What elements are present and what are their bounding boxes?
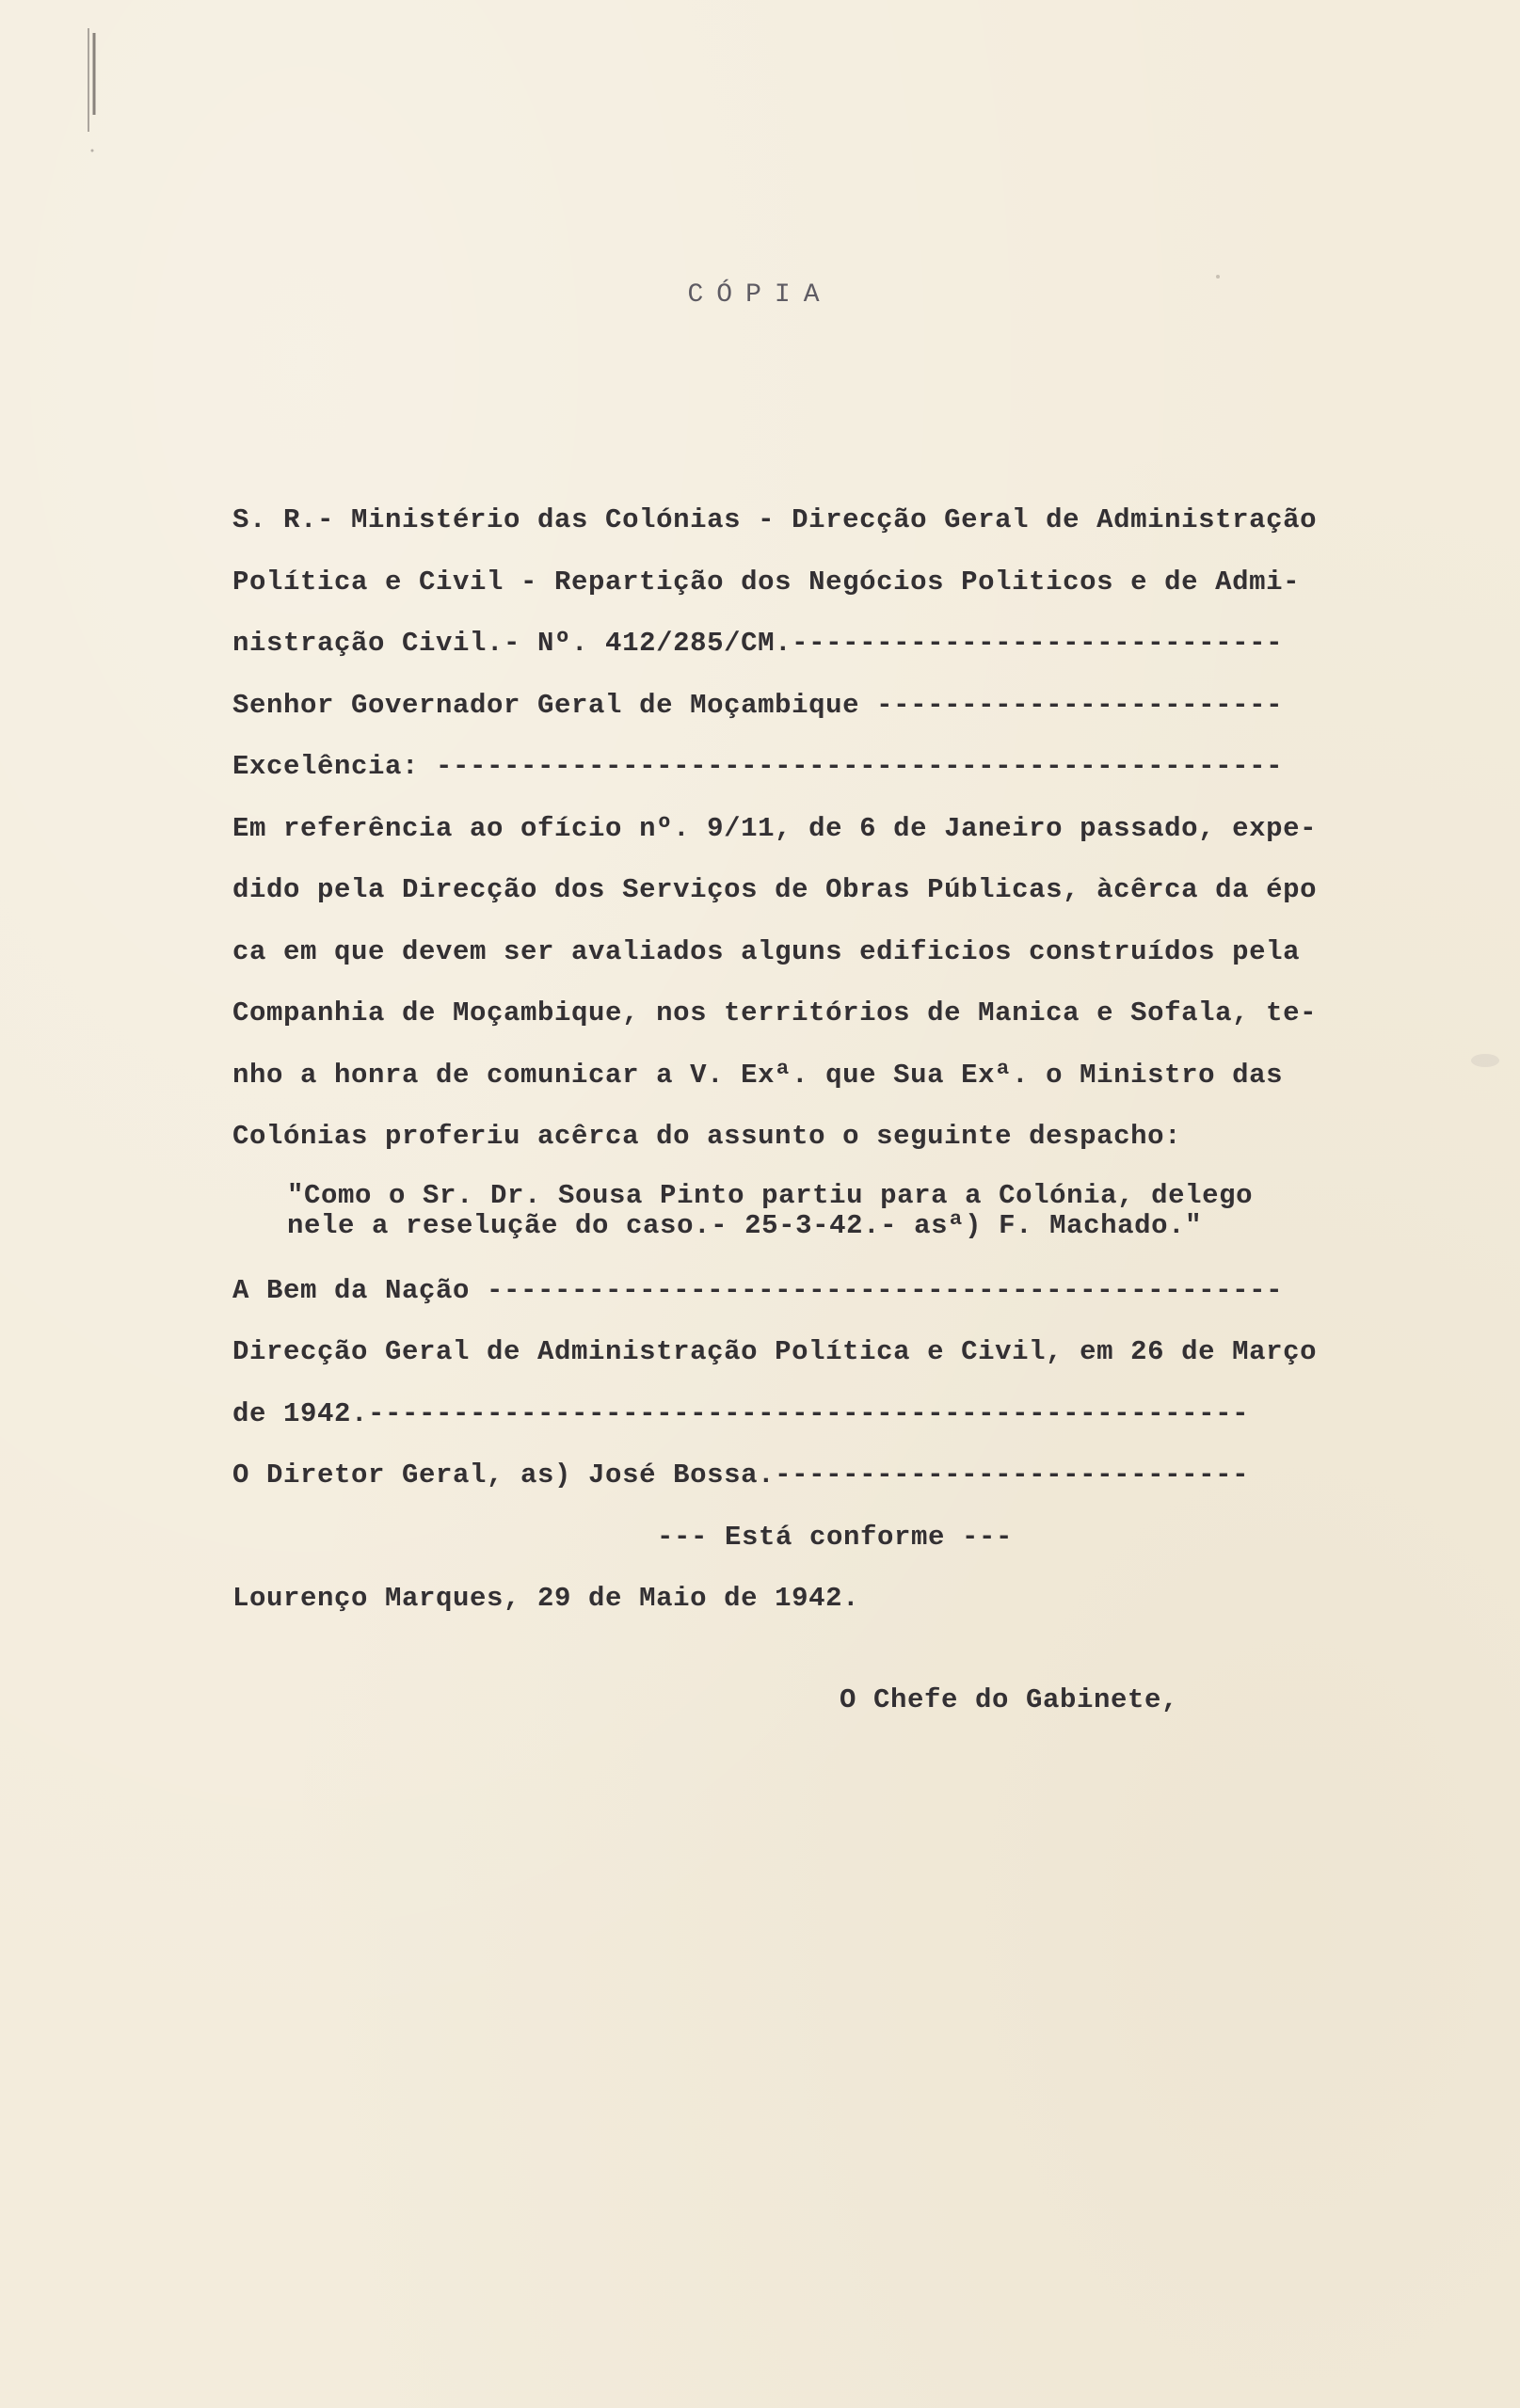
text-line: Companhia de Moçambique, nos territórios de Manica e Sofala, te- bbox=[232, 997, 1318, 1029]
text-line: Política e Civil - Repartição dos Negócios Politicos e de Admi- bbox=[232, 566, 1301, 598]
paper-speck bbox=[1471, 1054, 1499, 1067]
text-line: Excelência: -------------------------------------------------- bbox=[232, 751, 1284, 782]
text-line: nistração Civil.- Nº. 412/285/CM.----------------------------- bbox=[232, 628, 1284, 659]
text-line: ca em que devem ser avaliados alguns edificios construídos pela bbox=[232, 935, 1301, 967]
closing-line: de 1942.---------------------------------------------------- bbox=[232, 1397, 1250, 1429]
paper-speck bbox=[1216, 275, 1220, 279]
text-line: nho a honra de comunicar a V. Exª. que Sua Exª. o Ministro das bbox=[232, 1059, 1284, 1091]
signature-title: O Chefe do Gabinete, bbox=[840, 1684, 1179, 1715]
text-line: Senhor Governador Geral de Moçambique ------------------------ bbox=[232, 689, 1284, 721]
quoted-dispatch bbox=[232, 1168, 1437, 1260]
quote-line: "Como o Sr. Dr. Sousa Pinto partiu para a Colónia, delego bbox=[287, 1179, 1254, 1211]
text-line: Em referência ao ofício nº. 9/11, de 6 de Janeiro passado, expe- bbox=[232, 812, 1318, 844]
closing-line: Direcção Geral de Administração Política e Civil, em 26 de Março bbox=[232, 1336, 1318, 1367]
closing-line: A Bem da Nação ----------------------------------------------- bbox=[232, 1274, 1284, 1306]
text-line: dido pela Direcção dos Serviços de Obras Públicas, àcêrca da épo bbox=[232, 874, 1318, 905]
quote-line: nele a reseluçãe do caso.- 25-3-42.- asª) F. Machado." bbox=[287, 1209, 1203, 1241]
text-line: Colónias proferiu acêrca do assunto o seguinte despacho: bbox=[232, 1121, 1182, 1152]
binding-hole-mark bbox=[83, 28, 120, 160]
place-date-line: Lourenço Marques, 29 de Maio de 1942. bbox=[232, 1583, 860, 1614]
conformity-line: --- Está conforme --- bbox=[656, 1521, 1014, 1553]
page-title: CÓPIA bbox=[687, 280, 833, 310]
closing-line: O Diretor Geral, as) José Bossa.---------------------------- bbox=[232, 1459, 1250, 1491]
text-line: S. R.- Ministério das Colónias - Direcção Geral de Administração bbox=[232, 504, 1318, 535]
letter-body bbox=[232, 489, 1437, 1630]
